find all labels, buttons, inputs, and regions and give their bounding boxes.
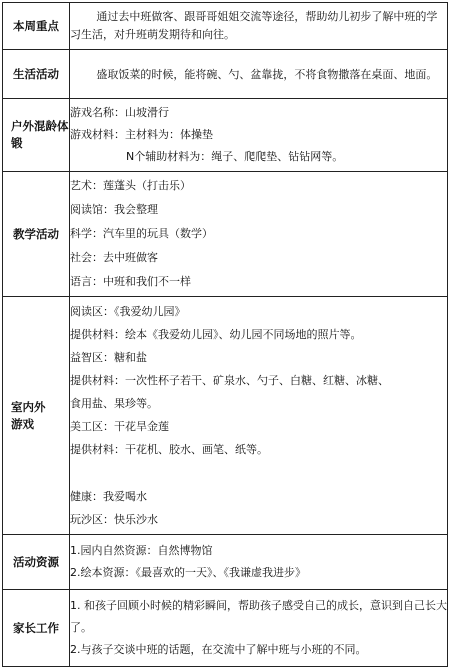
life-label: 生活活动	[3, 50, 70, 99]
indoor-line: 提供材料：干花机、胶水、画笔、纸等。	[70, 443, 268, 456]
game-material: 游戏材料：主材料为：体操垫	[70, 128, 213, 141]
parent-item: 1. 和孩子回顾小时候的精彩瞬间，帮助孩子感受自己的成长，意识到自己长大了。	[70, 599, 447, 634]
life-text: 盛取饭菜的时候，能将碗、勺、盆靠拢，不将食物撒落在桌面、地面。	[96, 67, 438, 81]
indoor-line: 提供材料：一次性杯子若干、矿泉水、勺子、白糖、红糖、冰糖、	[70, 374, 389, 387]
teaching-item: 艺术：莲蓬头（打击乐）	[70, 179, 191, 192]
parents-label: 家长工作	[3, 590, 70, 667]
teaching-item: 社会：去中班做客	[70, 251, 158, 264]
indoor-line: 阅读区：《我爱幼儿园》	[70, 305, 186, 318]
life-row	[3, 50, 448, 99]
focus-label: 本周重点	[3, 3, 70, 50]
resources-label: 活动资源	[3, 535, 70, 590]
indoor-line: 健康：我爱喝水	[70, 490, 147, 503]
teaching-item: 科学：汽车里的玩具（数学）	[70, 227, 213, 240]
focus-row	[3, 3, 448, 50]
teaching-item: 阅读馆：我会整理	[70, 203, 158, 216]
indoor-label: 室内外游戏	[3, 297, 70, 535]
resource-item: 2.绘本资源：《最喜欢的一天》、《我谦虚我进步》	[70, 566, 306, 579]
weekly-plan-table	[2, 2, 448, 667]
game-name: 游戏名称：山坡滑行	[70, 106, 169, 119]
indoor-line: 食用盐、果珍等。	[70, 397, 158, 410]
resources-row	[3, 535, 448, 590]
outdoor-row	[3, 99, 448, 172]
teaching-label: 教学活动	[3, 172, 70, 297]
indoor-line: 美工区：干花旱金莲	[70, 420, 169, 433]
focus-text: 通过去中班做客、跟哥哥姐姐交流等途径，帮助幼儿初步了解中班的学习生活，对升班萌发期待和向往。	[70, 10, 438, 41]
resource-item: 1.园内自然资源：自然博物馆	[70, 544, 213, 557]
indoor-line: 提供材料：绘本《我爱幼儿园》、幼儿园不同场地的照片等。	[70, 328, 362, 341]
aux-material: N个辅助材料为：绳子、爬爬垫、钻钻网等。	[126, 150, 344, 163]
teaching-item: 语言：中班和我们不一样	[70, 275, 191, 288]
parents-row	[3, 590, 448, 667]
indoor-blank-line	[70, 461, 447, 485]
teaching-row	[3, 172, 448, 297]
outdoor-label: 户外混龄体锻	[3, 99, 70, 172]
indoor-line: 益智区：糖和盐	[70, 351, 147, 364]
indoor-line: 玩沙区：快乐沙水	[70, 513, 158, 526]
indoor-row	[3, 297, 448, 535]
parent-item: 2.与孩子交谈中班的话题，在交流中了解中班与小班的不同。	[70, 643, 367, 656]
